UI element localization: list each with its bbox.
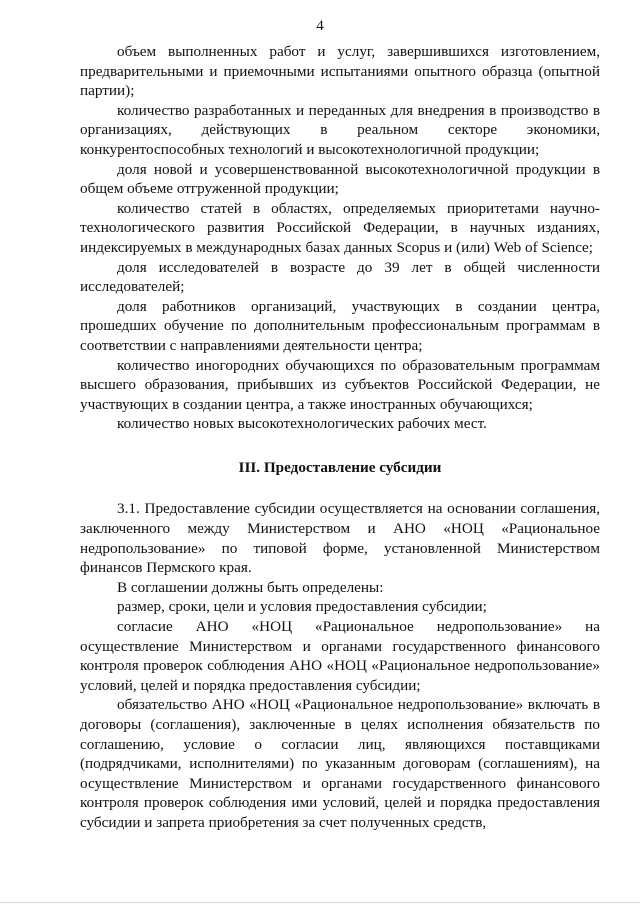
paragraph: согласие АНО «НОЦ «Рациональное недропользование» на осуществление Министерством и органами государственного финансового контроля проверок соблюдения АНО «НОЦ «Рациональное недропользование» условий, целей и порядка предоставления субсидии; xyxy=(80,618,600,694)
page-edge-line xyxy=(0,902,640,903)
paragraph: 3.1. Предоставление субсидии осуществляется на основании соглашения, заключенного между Министерством и АНО «НОЦ «Рациональное недропользование» по типовой форме, установленной Министерством финансов Пермского края. xyxy=(80,500,600,577)
paragraph: В соглашении должны быть определены: xyxy=(117,578,384,596)
paragraph: обязательство АНО «НОЦ «Рациональное недропользование» включать в договоры (соглашения), заключенные в целях исполнения обязательств по соглашению, условие о согласии лиц, являющихся поставщиками (подрядчиками, исполнителями) по указанным договорам (соглашениям), на осуществление Министерством и органами государственного финансового контроля проверок соблюдения ими условий, целей и порядка предоставления субсидии и запрета приобретения за счет полученных средств, xyxy=(80,696,600,831)
paragraph: объем выполненных работ и услуг, завершившихся изготовлением, предварительными и приемочными испытаниями опытного образца (опытной партии); xyxy=(80,43,600,100)
section-heading: III. Предоставление субсидии xyxy=(238,458,442,476)
paragraph: количество новых высокотехнологических рабочих мест. xyxy=(117,415,487,433)
paragraph: количество иногородних обучающихся по образовательным программам высшего образования, прибывших из субъектов Российской Федерации, не участвующих в создании центра, а также иностранных обучающихся; xyxy=(80,356,600,413)
paragraph: количество статей в областях, определяемых приоритетами научно-технологического развития Российской Федерации, в научных изданиях, индексируемых в международных базах данных Scopus и (или) Web of Science; xyxy=(80,199,600,256)
paragraph: доля исследователей в возрасте до 39 лет в общей численности исследователей; xyxy=(80,258,600,296)
page-number: 4 xyxy=(316,18,324,34)
paragraph: размер, сроки, цели и условия предоставления субсидии; xyxy=(117,598,487,616)
paragraph: количество разработанных и переданных для внедрения в производство в организациях, действующих в реальном секторе экономики, конкурентоспособных технологий и высокотехнологичной продукции; xyxy=(80,101,600,158)
paragraph: доля работников организаций, участвующих в создании центра, прошедших обучение по дополнительным профессиональным программам в соответствии с направлениями деятельности центра; xyxy=(80,297,600,354)
document-body xyxy=(80,42,600,833)
paragraph: доля новой и усовершенствованной высокотехнологичной продукции в общем объеме отгруженной продукции; xyxy=(80,160,600,198)
